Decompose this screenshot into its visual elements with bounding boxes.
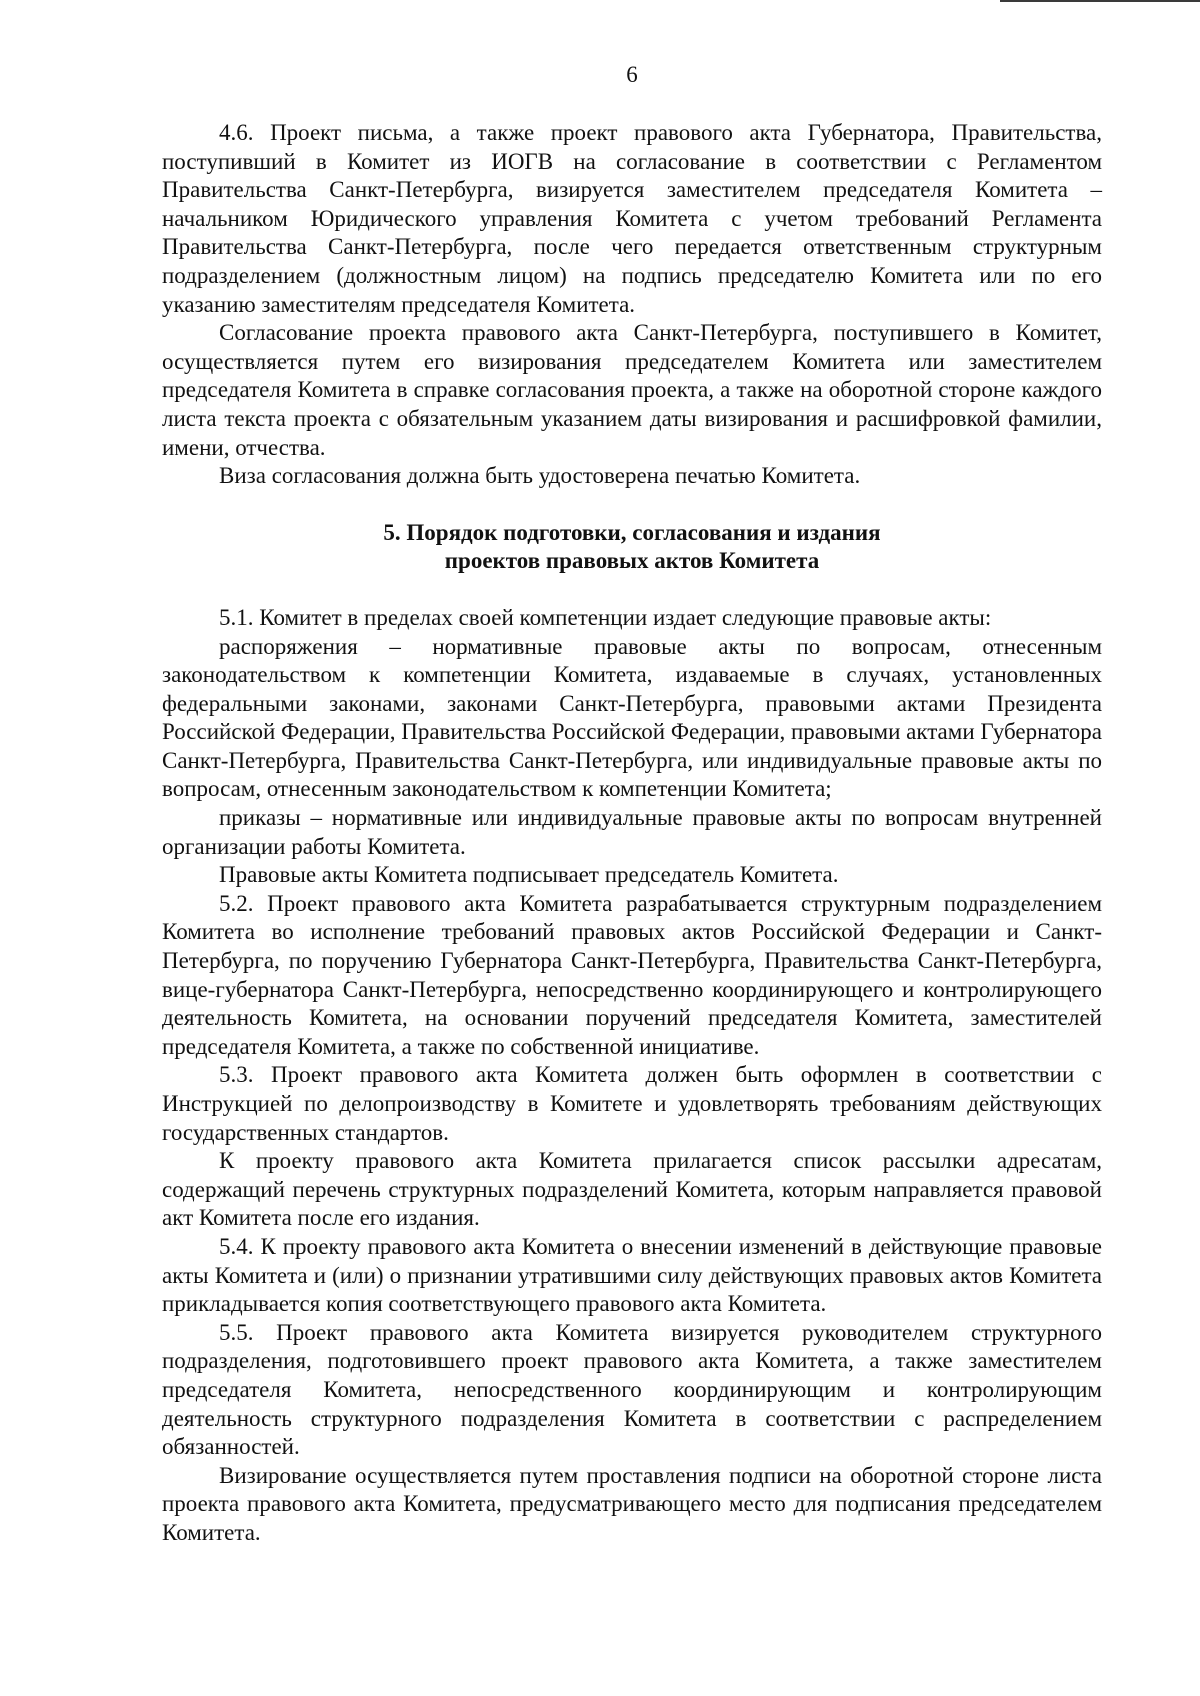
paragraph-approval: Согласование проекта правового акта Санкт-Петербурга, поступившего в Комитет, осуществляется путем его визирования председателем Комитета или заместителем председателя Комитета в справке согласования проекта, а также на оборотной стороне каждого листа текста проекта с обязательным указанием даты визирования и расшифровкой фамилии, имени, отчества. (162, 320, 1102, 460)
paragraph-seal: Виза согласования должна быть удостоверена печатью Комитета. (219, 463, 861, 489)
scan-edge-mark (1000, 0, 1200, 2)
paragraph-decrees-definition: приказы – нормативные или индивидуальные правовые акты по вопросам внутренней организации работы Комитета. (162, 805, 1102, 859)
paragraph-5-1: 5.1. Комитет в пределах своей компетенции издает следующие правовые акты: (219, 604, 992, 630)
paragraph-5-5: 5.5. Проект правового акта Комитета визируется руководителем структурного подразделения, подготовившего проект правового акта Комитета, а также заместителем председателя Комитета, непосредственного координирующим и контролирующим деятельность структурного подразделения Комитета в соответствии с распределением обязанностей. (162, 1319, 1102, 1460)
spacer (162, 576, 1102, 604)
spacer (162, 491, 1102, 519)
document-body (162, 119, 1102, 1548)
paragraph-5-3: 5.3. Проект правового акта Комитета должен быть оформлен в соответствии с Инструкцией по делопроизводству в Комитете и удовлетворять требованиям действующих государственных стандартов. (162, 1062, 1102, 1145)
section-heading-line-1: 5. Порядок подготовки, согласования и издания (383, 519, 881, 545)
paragraph-5-4: 5.4. К проекту правового акта Комитета о внесении изменений в действующие правовые акты Комитета и (или) о признании утратившими силу действующих правовых актов Комитета прикладывается копия соответствующего правового акта Комитета. (162, 1233, 1102, 1317)
section-heading-line-2: проектов правовых актов Комитета (444, 548, 820, 574)
paragraph-endorsement: Визирование осуществляется путем проставления подписи на оборотной стороне листа проекта правового акта Комитета, предусматривающего место для подписания председателем Комитета. (162, 1462, 1102, 1545)
paragraph-mailing-list: К проекту правового акта Комитета прилагается список рассылки адресатам, содержащий перечень структурных подразделений Комитета, которым направляется правовой акт Комитета после его издания. (162, 1148, 1102, 1231)
paragraph-signing: Правовые акты Комитета подписывает председатель Комитета. (219, 862, 839, 888)
page-number: 6 (626, 62, 638, 87)
paragraph-4-6: 4.6. Проект письма, а также проект правового акта Губернатора, Правительства, поступивший в Комитет из ИОГВ на согласование в соответствии с Регламентом Правительства Санкт-Петербурга, визируется заместителем председателя Комитета – начальником Юридического управления Комитета с учетом требований Регламента Правительства Санкт-Петербурга, после чего передается ответственным структурным подразделением (должностным лицом) на подпись председателю Комитета или по его указанию заместителям председателя Комитета. (162, 120, 1102, 317)
paragraph-5-2: 5.2. Проект правового акта Комитета разрабатывается структурным подразделением Комитета во исполнение требований правовых актов Российской Федерации и Санкт-Петербурга, по поручению Губернатора Санкт-Петербурга, Правительства Санкт-Петербурга, вице-губернатора Санкт-Петербурга, непосредственно координирующего и контролирующего деятельность Комитета, на основании поручений председателя Комитета, заместителей председателя Комитета, а также по собственной инициативе. (162, 890, 1102, 1059)
paragraph-orders-definition: распоряжения – нормативные правовые акты по вопросам, отнесенным законодательством к компетенции Комитета, издаваемые в случаях, установленных федеральными законами, законами Санкт-Петербурга, правовыми актами Президента Российской Федерации, Правительства Российской Федерации, правовыми актами Губернатора Санкт-Петербурга, Правительства Санкт-Петербурга, или индивидуальные правовые акты по вопросам, отнесенным законодательством к компетенции Комитета; (162, 633, 1102, 802)
